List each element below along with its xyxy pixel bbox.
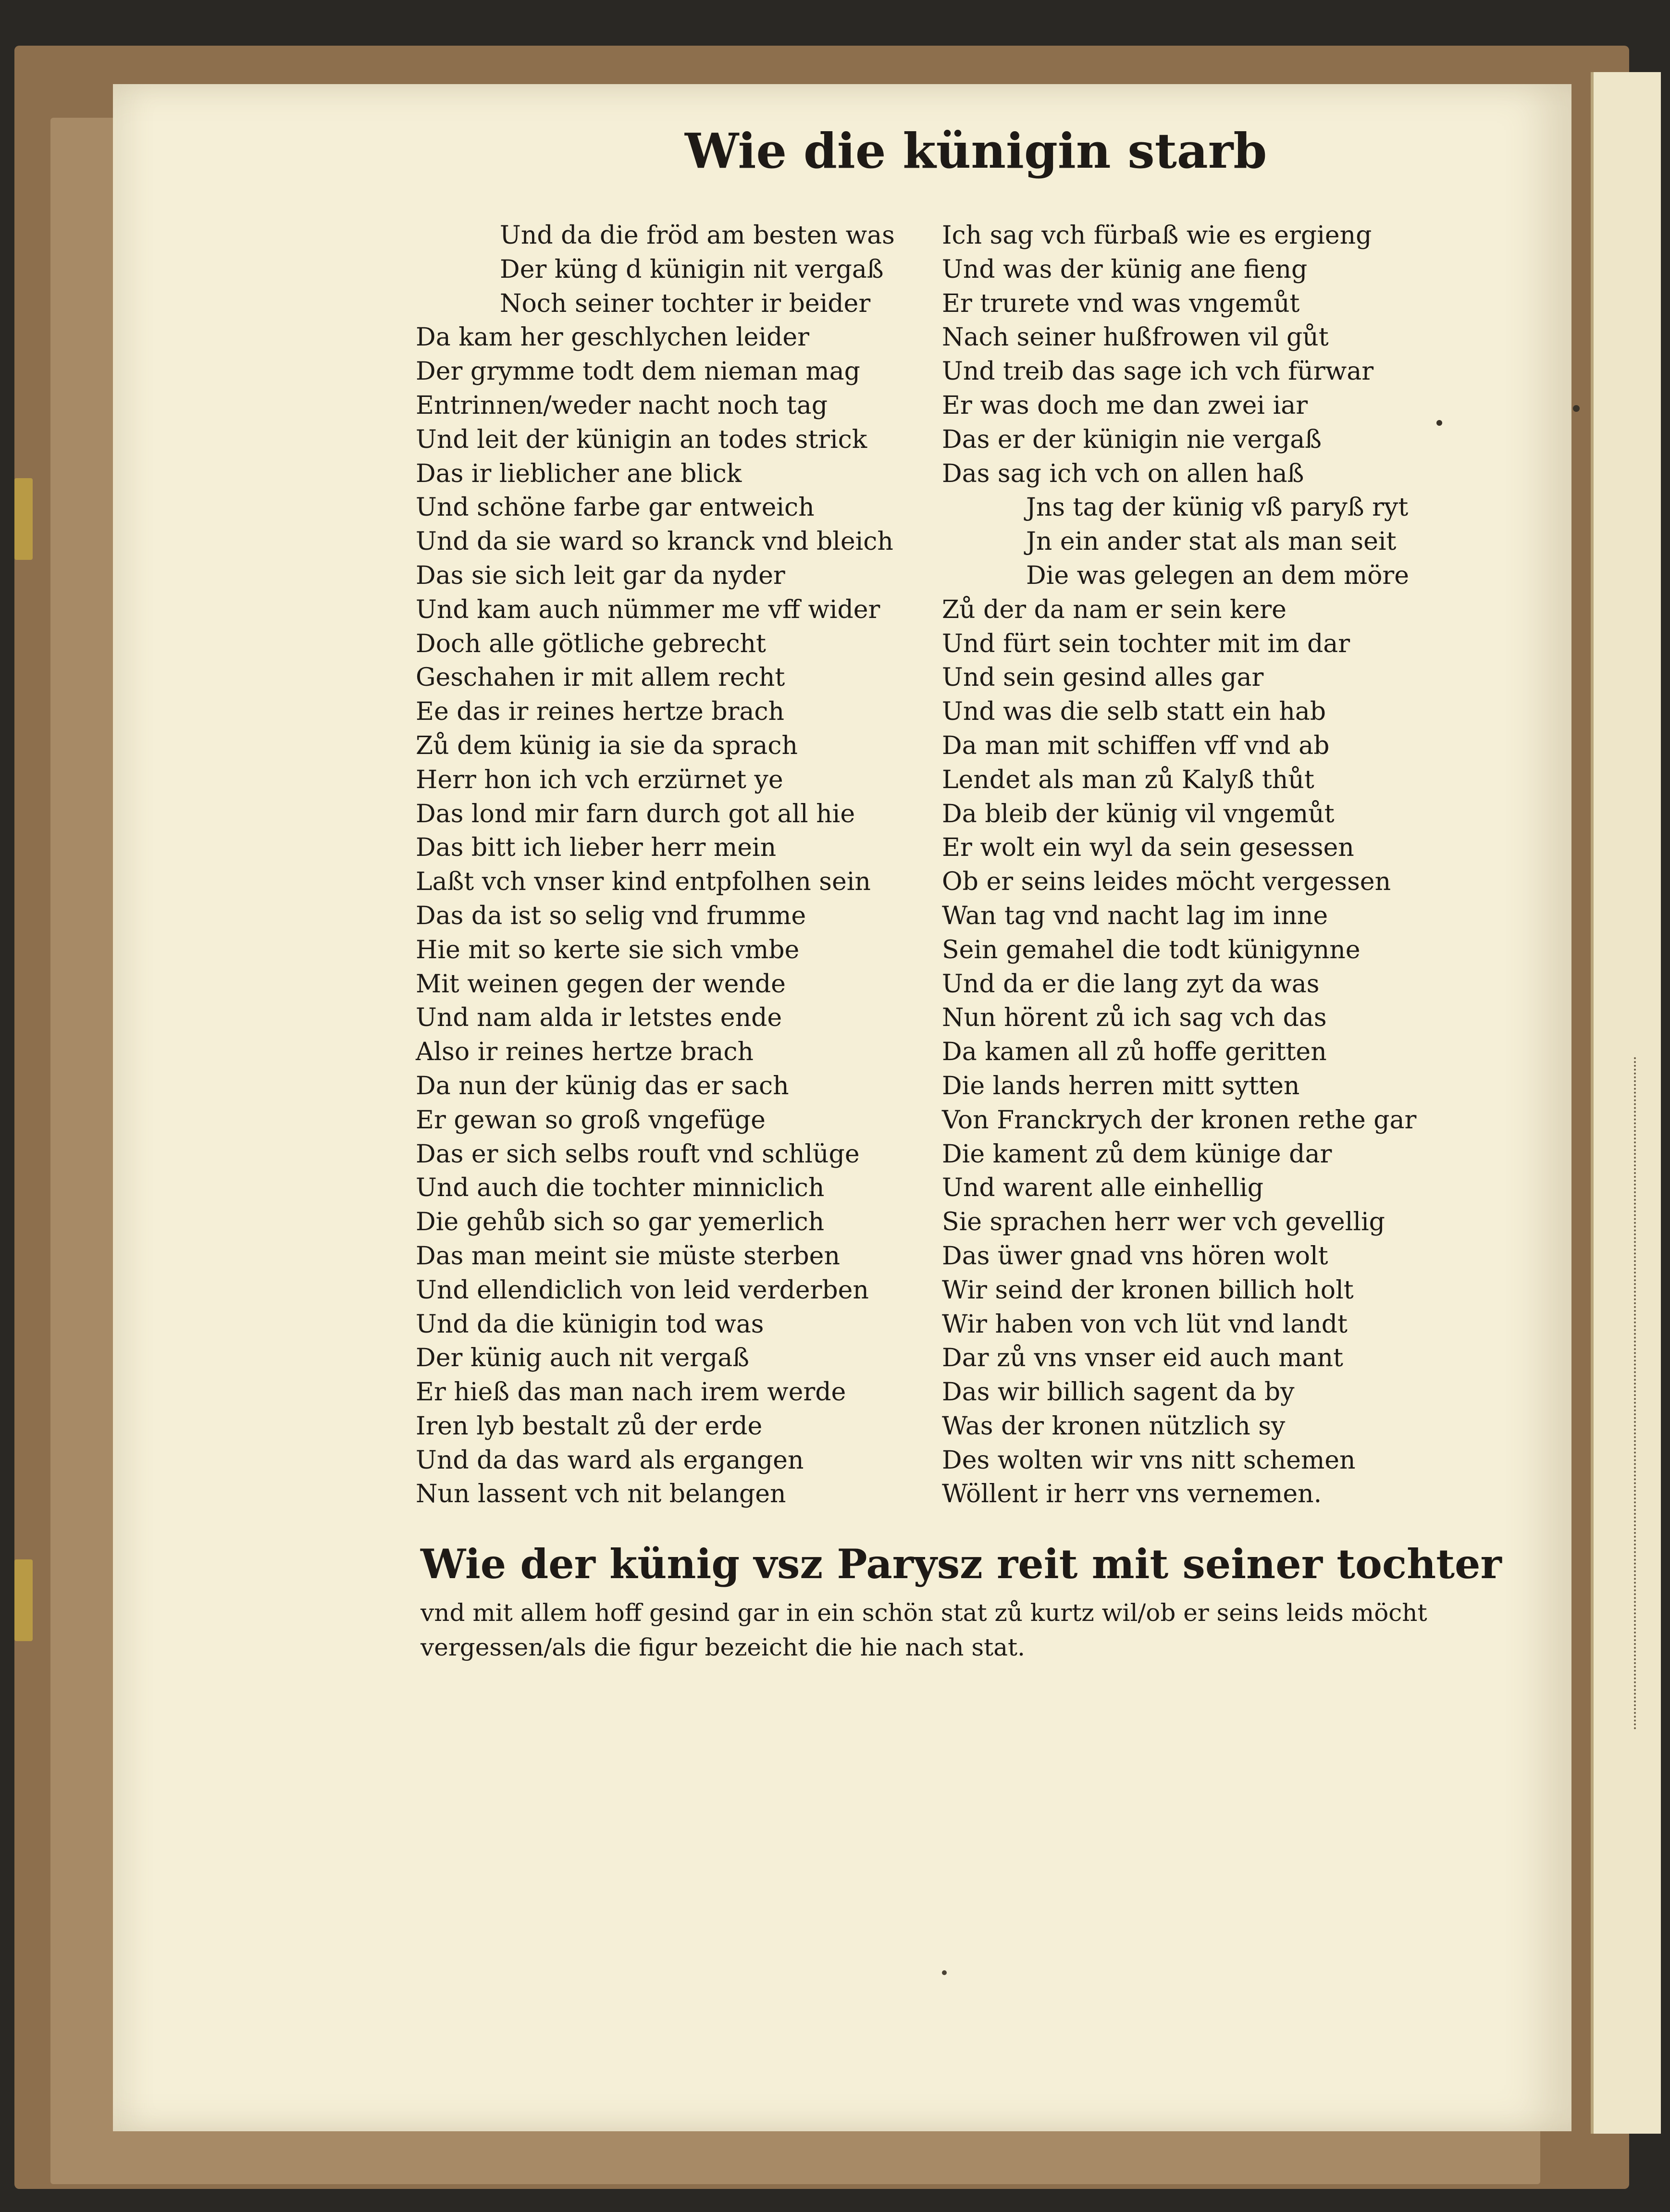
left-verse-line: Und nam alda ir letstes ende: [416, 1003, 782, 1033]
left-verse-line: Das da ist so selig vnd frumme: [416, 901, 806, 930]
left-verse-line: Er hieß das man nach irem werde: [416, 1378, 846, 1407]
right-verse-line: Das er der künigin nie vergaß: [942, 425, 1322, 454]
left-verse-line: Nun lassent vch nit belangen: [416, 1480, 786, 1509]
right-verse-line: Das wir billich sagent da by: [942, 1378, 1295, 1407]
right-verse-line: Ich sag vch fürbaß wie es ergieng: [942, 221, 1372, 250]
right-verse-line: Dar zů vns vnser eid auch mant: [942, 1344, 1343, 1373]
right-verse-line: Sie sprachen herr wer vch gevellig: [942, 1208, 1385, 1237]
caption-line: vnd mit allem hoff gesind gar in ein schön stat zů kurtz wil/ob er seins leids möcht: [421, 1599, 1427, 1627]
left-verse-line: Das bitt ich lieber herr mein: [416, 833, 777, 863]
left-verse-line: Und ellendiclich von leid verderben: [416, 1275, 869, 1305]
right-verse-line: Da kamen all zů hoffe geritten: [942, 1038, 1327, 1067]
right-verse-line: Und was der künig ane fieng: [942, 255, 1308, 284]
left-verse-line: Da kam her geschlychen leider: [416, 323, 809, 352]
right-verse-line: Die was gelegen an dem möre: [1026, 561, 1410, 590]
left-verse-line: Da nun der künig das er sach: [416, 1071, 789, 1100]
left-verse-line: Laßt vch vnser kind entpfolhen sein: [416, 867, 871, 897]
speck: [1436, 420, 1442, 426]
right-verse-line: Das sag ich vch on allen haß: [942, 459, 1304, 488]
left-verse-line: Der küng d künigin nit vergaß: [500, 255, 884, 284]
right-verse-line: Wan tag vnd nacht lag im inne: [942, 901, 1328, 930]
left-verse-line: Herr hon ich vch erzürnet ye: [416, 765, 783, 794]
right-verse-line: Und da er die lang zyt da was: [942, 969, 1320, 999]
right-verse-line: Nun hörent zů ich sag vch das: [942, 1003, 1327, 1033]
page-title: Wie die künigin starb: [685, 123, 1267, 179]
left-verse-line: Der grymme todt dem nieman mag: [416, 357, 860, 386]
left-verse-line: Geschahen ir mit allem recht: [416, 663, 785, 692]
left-verse-line: Das ir lieblicher ane blick: [416, 459, 742, 488]
right-verse-line: Das üwer gnad vns hören wolt: [942, 1241, 1328, 1271]
left-verse-line: Und da die fröd am besten was: [500, 221, 895, 250]
right-verse-line: Er wolt ein wyl da sein gesessen: [942, 833, 1354, 863]
right-verse-line: Er was doch me dan zwei iar: [942, 391, 1308, 420]
right-verse-line: Von Franckrych der kronen rethe gar: [942, 1105, 1417, 1135]
left-verse-line: Hie mit so kerte sie sich vmbe: [416, 935, 800, 964]
speck: [1573, 405, 1580, 412]
right-verse-line: Wir haben von vch lüt vnd landt: [942, 1310, 1348, 1339]
right-verse-line: Und was die selb statt ein hab: [942, 697, 1326, 727]
right-verse-line: Lendet als man zů Kalyß thůt: [942, 765, 1314, 794]
left-verse-line: Also ir reines hertze brach: [416, 1038, 754, 1067]
right-verse-line: Wir seind der kronen billich holt: [942, 1275, 1354, 1305]
left-verse-line: Mit weinen gegen der wende: [416, 969, 786, 999]
left-verse-line: Das er sich selbs rouft vnd schlüge: [416, 1139, 860, 1169]
right-verse-line: Und warent alle einhellig: [942, 1174, 1264, 1203]
left-verse-line: Und kam auch nümmer me vff wider: [416, 595, 880, 624]
right-verse-line: Ob er seins leides möcht vergessen: [942, 867, 1391, 897]
right-verse-line: Wöllent ir herr vns vernemen.: [942, 1480, 1322, 1509]
right-verse-line: Er trurete vnd was vngemůt: [942, 289, 1300, 318]
right-verse-line: Die kament zů dem künige dar: [942, 1139, 1332, 1169]
left-verse-line: Und leit der künigin an todes strick: [416, 425, 867, 454]
left-verse-line: Noch seiner tochter ir beider: [500, 289, 871, 318]
left-verse-line: Das sie sich leit gar da nyder: [416, 561, 785, 590]
right-verse-line: Jn ein ander stat als man seit: [1026, 527, 1397, 556]
right-verse-line: Da bleib der künig vil vngemůt: [942, 799, 1335, 828]
right-verse-line: Jns tag der künig vß paryß ryt: [1026, 493, 1409, 522]
right-verse-line: Die lands herren mitt sytten: [942, 1071, 1300, 1100]
right-verse-line: Und treib das sage ich vch fürwar: [942, 357, 1374, 386]
left-verse-line: Der künig auch nit vergaß: [416, 1344, 750, 1373]
left-verse-line: Und da das ward als ergangen: [416, 1446, 804, 1475]
left-verse-line: Entrinnen/weder nacht noch tag: [416, 391, 828, 420]
left-verse-line: Doch alle götliche gebrecht: [416, 629, 766, 658]
left-verse-line: Er gewan so groß vngefüge: [416, 1105, 766, 1135]
left-verse-line: Und da sie ward so kranck vnd bleich: [416, 527, 893, 556]
right-verse-line: Was der kronen nützlich sy: [942, 1411, 1286, 1441]
right-verse-line: Sein gemahel die todt künigynne: [942, 935, 1361, 964]
right-verse-line: Nach seiner hußfrowen vil gůt: [942, 323, 1329, 352]
left-verse-line: Die gehůb sich so gar yemerlich: [416, 1208, 825, 1237]
right-verse-line: Und sein gesind alles gar: [942, 663, 1264, 692]
speck: [942, 1970, 947, 1975]
right-verse-line: Des wolten wir vns nitt schemen: [942, 1446, 1356, 1475]
left-verse-line: Das man meint sie müste sterben: [416, 1241, 840, 1271]
left-verse-line: Iren lyb bestalt zů der erde: [416, 1411, 763, 1441]
right-verse-line: Da man mit schiffen vff vnd ab: [942, 731, 1330, 760]
left-verse-line: Ee das ir reines hertze brach: [416, 697, 784, 727]
left-verse-line: Das lond mir farn durch got all hie: [416, 799, 855, 828]
section-heading: Wie der künig vsz Parysz reit mit seiner tochter: [421, 1540, 1502, 1588]
left-verse-line: Zů dem künig ia sie da sprach: [416, 731, 798, 760]
caption-line: vergessen/als die figur bezeicht die hie nach stat.: [421, 1633, 1026, 1661]
left-verse-line: Und da die künigin tod was: [416, 1310, 764, 1339]
right-verse-line: Zů der da nam er sein kere: [942, 595, 1287, 624]
left-verse-line: Und schöne farbe gar entweich: [416, 493, 815, 522]
right-verse-line: Und fürt sein tochter mit im dar: [942, 629, 1350, 658]
left-verse-line: Und auch die tochter minniclich: [416, 1174, 825, 1203]
